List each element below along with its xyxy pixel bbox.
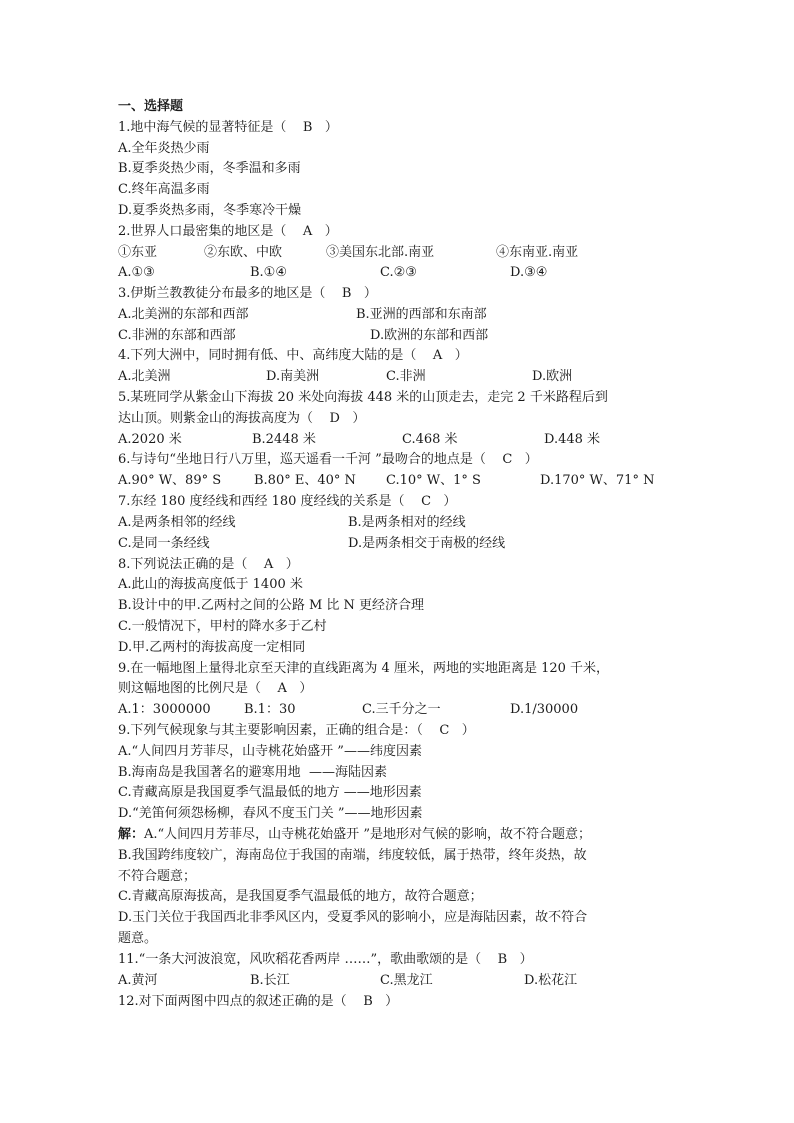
explanation-line-4: C.青藏高原海拔高，是我国夏季气温最低的地方，故符合题意； xyxy=(118,889,483,904)
question-6-stem: 6.与诗句“坐地日行八万里，巡天遥看一千河 ”最吻合的地点是（ C ） xyxy=(118,452,538,467)
question-9a-options xyxy=(118,700,678,720)
explanation-text-1: A.“人间四月芳菲尽，山寺桃花始盛开 ”是地形对气候的影响，故不符合题意； xyxy=(144,827,591,842)
question-9a-option-a: A.1：3000000 xyxy=(118,702,211,717)
question-4-option-a: A.北美洲 xyxy=(118,369,171,384)
question-9a-stem-line-1: 9.在一幅地图上量得北京至天津的直线距离为 4 厘米，两地的实地距离是 120 千米， xyxy=(118,661,610,676)
explanation-line-6: 题意。 xyxy=(118,931,158,946)
question-2-choice-4: ④东南亚.南亚 xyxy=(496,245,579,260)
question-3-option-c: C.非洲的东部和西部 xyxy=(118,328,236,343)
question-11-option-b: B.长江 xyxy=(250,973,290,988)
question-2-option-d: D.③④ xyxy=(510,265,548,280)
question-1-option-d: D.夏季炎热多雨，冬季寒冷干燥 xyxy=(118,203,302,218)
question-9b-option-c: C.青藏高原是我国夏季气温最低的地方 ——地形因素 xyxy=(118,785,422,800)
question-9b-stem: 9.下列气候现象与其主要影响因素，正确的组合是：（ C ） xyxy=(118,723,475,738)
question-2-choice-1: ①东亚 xyxy=(118,245,158,260)
question-3-options-row-2 xyxy=(118,326,678,346)
question-5-option-a: A.2020 米 xyxy=(118,432,182,447)
question-7-stem: 7.东经 180 度经线和西经 180 度经线的关系是（ C ） xyxy=(118,494,457,509)
question-2-stem: 2.世界人口最密集的地区是（ A ） xyxy=(118,224,338,239)
question-4-options xyxy=(118,367,678,387)
question-5-stem-line-1: 5.某班同学从紫金山下海拔 20 米处向海拔 448 米的山顶走去，走完 2 千米路程后到 xyxy=(118,390,608,405)
question-2-options xyxy=(118,263,678,283)
question-12-stem: 12.对下面两图中四点的叙述正确的是（ B ） xyxy=(118,994,399,1009)
question-3-option-b: B.亚洲的西部和东南部 xyxy=(356,307,487,322)
question-2-choice-2: ②东欧、中欧 xyxy=(204,245,283,260)
question-9b-option-d: D.“羌笛何须怨杨柳，春风不度玉门关 ”——地形因素 xyxy=(118,806,423,821)
question-7-option-c: C.是同一条经线 xyxy=(118,536,210,551)
question-9a-stem-line-2: 则这幅地图的比例尺是（ A ） xyxy=(118,681,313,696)
question-1-option-b: B.夏季炎热少雨，冬季温和多雨 xyxy=(118,161,301,176)
explanation-line-5: D.玉门关位于我国西北非季风区内，受夏季风的影响小，应是海陆因素，故不符合 xyxy=(118,910,588,925)
question-9b-option-a: A.“人间四月芳菲尽，山寺桃花始盛开 ”——纬度因素 xyxy=(118,744,422,759)
question-4-option-b: D.南美洲 xyxy=(266,369,320,384)
question-11-option-d: D.松花江 xyxy=(524,973,578,988)
question-2-option-b: B.①④ xyxy=(250,265,287,280)
question-4-stem: 4.下列大洲中，同时拥有低、中、高纬度大陆的是（ A ） xyxy=(118,348,468,363)
question-7-options-row-1 xyxy=(118,513,678,533)
question-6-option-b: B.80° E、40° N xyxy=(254,473,356,488)
question-6-option-d: D.170° W、71° N xyxy=(540,473,655,488)
question-3-option-d: D.欧洲的东部和西部 xyxy=(370,328,489,343)
question-5-stem-line-2: 达山顶。则紫金山的海拔高度为（ D ） xyxy=(118,411,366,426)
question-5-options xyxy=(118,430,678,450)
question-9b-option-b: B.海南岛是我国著名的避寒用地 ——海陆因素 xyxy=(118,765,387,780)
question-6-option-a: A.90° W、89° S xyxy=(118,473,222,488)
question-6-option-c: C.10° W、1° S xyxy=(386,473,481,488)
question-4-option-d: D.欧洲 xyxy=(532,369,573,384)
question-11-option-c: C.黑龙江 xyxy=(380,973,433,988)
question-6-options xyxy=(118,471,678,491)
question-2-option-c: C.②③ xyxy=(380,265,417,280)
question-7-option-d: D.是两条相交于南极的经线 xyxy=(348,536,506,551)
question-7-option-b: B.是两条相对的经线 xyxy=(348,515,466,530)
question-8-stem: 8.下列说法正确的是（ A ） xyxy=(118,557,299,572)
question-2-option-a: A.①③ xyxy=(118,265,155,280)
question-9a-option-b: B.1：30 xyxy=(244,702,296,717)
explanation-label: 解： xyxy=(118,827,145,842)
explanation-line-3: 不符合题意； xyxy=(118,869,197,884)
question-2-choices xyxy=(118,243,678,263)
section-title: 一、选择题 xyxy=(118,99,184,114)
question-3-stem: 3.伊斯兰教教徒分布最多的地区是（ B ） xyxy=(118,286,377,301)
question-3-options-row-1 xyxy=(118,305,678,325)
question-1-option-c: C.终年高温多雨 xyxy=(118,182,210,197)
question-9a-option-d: D.1/30000 xyxy=(510,702,579,717)
question-8-option-c: C.一般情况下，甲村的降水多于乙村 xyxy=(118,619,327,634)
question-5-option-b: B.2448 米 xyxy=(252,432,316,447)
question-11-options xyxy=(118,971,678,991)
question-1-option-a: A.全年炎热少雨 xyxy=(118,141,210,156)
question-3-option-a: A.北美洲的东部和西部 xyxy=(118,307,249,322)
question-8-option-d: D.甲.乙两村的海拔高度一定相同 xyxy=(118,640,306,655)
question-5-option-c: C.468 米 xyxy=(402,432,458,447)
question-7-option-a: A.是两条相邻的经线 xyxy=(118,515,236,530)
question-11-option-a: A.黄河 xyxy=(118,973,158,988)
explanation-line-2: B.我国跨纬度较广，海南岛位于我国的南端，纬度较低，属于热带，终年炎热，故 xyxy=(118,848,587,863)
question-9a-option-c: C.三千分之一 xyxy=(362,702,441,717)
question-8-option-b: B.设计中的甲.乙两村之间的公路 M 比 N 更经济合理 xyxy=(118,598,425,613)
explanation-line-1 xyxy=(118,825,591,845)
question-8-option-a: A.此山的海拔高度低于 1400 米 xyxy=(118,577,303,592)
question-4-option-c: C.非洲 xyxy=(386,369,426,384)
question-2-choice-3: ③美国东北部.南亚 xyxy=(326,245,435,260)
question-11-stem: 11.“一条大河波浪宽，风吹稻花香两岸 ……”，歌曲歌颂的是（ B ） xyxy=(118,952,533,967)
question-5-option-d: D.448 米 xyxy=(544,432,601,447)
question-1-stem: 1.地中海气候的显著特征是（ B ） xyxy=(118,120,338,135)
question-7-options-row-2 xyxy=(118,534,678,554)
